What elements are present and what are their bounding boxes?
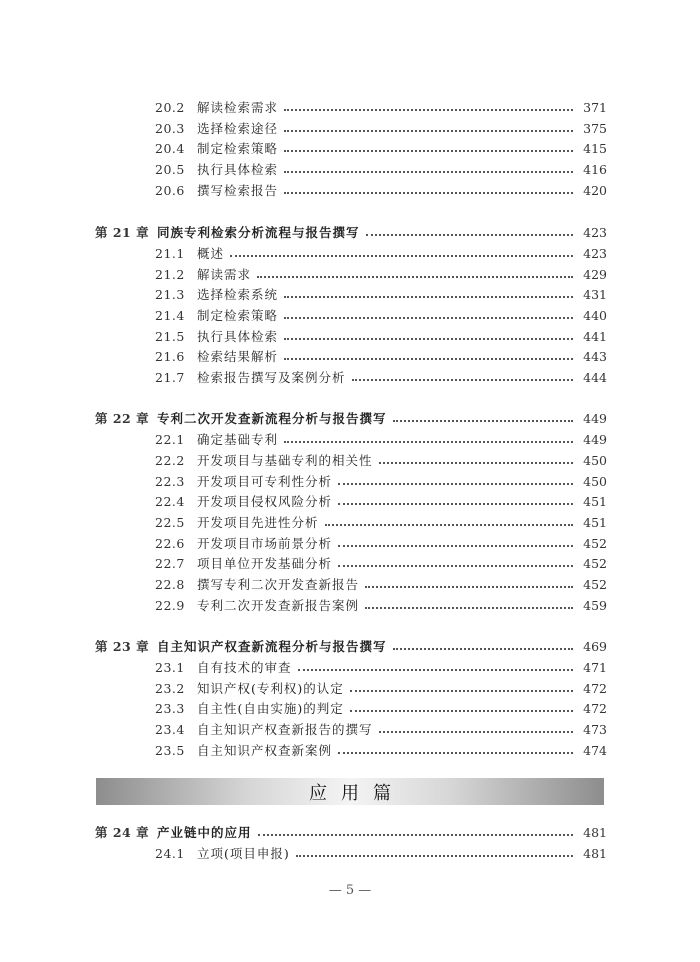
leader-dots — [284, 170, 573, 173]
toc-number: 22.2 — [155, 452, 185, 468]
toc-page-number: 452 — [583, 576, 607, 592]
leader-dots — [298, 668, 573, 671]
toc-page-number: 450 — [583, 452, 607, 468]
toc-number: 第 24 章 — [95, 825, 150, 840]
toc-page-number: 440 — [583, 307, 607, 323]
toc-page-number: 452 — [583, 555, 607, 571]
toc-number: 20.4 — [155, 140, 185, 156]
toc-section-row — [155, 367, 607, 387]
part-banner — [96, 778, 604, 805]
leader-dots — [284, 149, 573, 152]
toc-section-row — [155, 491, 607, 511]
toc-section-row — [155, 284, 607, 304]
toc-section-row — [155, 180, 607, 200]
toc-page-number: 472 — [583, 680, 607, 696]
leader-dots — [338, 482, 573, 485]
toc-number: 20.2 — [155, 99, 185, 115]
toc-number: 21.3 — [155, 286, 185, 302]
toc-number: 20.5 — [155, 161, 185, 177]
toc-section-row — [155, 450, 607, 470]
toc-page-number: 443 — [583, 348, 607, 364]
toc-section-row — [155, 574, 607, 594]
toc-section-row — [155, 553, 607, 573]
toc-number: 21.6 — [155, 348, 185, 364]
toc-title: 专利二次开发查新报告案例 — [197, 598, 360, 613]
toc-page-number: 416 — [583, 161, 607, 177]
toc-number: 24.1 — [155, 845, 185, 861]
toc-title: 撰写专利二次开发查新报告 — [197, 577, 360, 592]
leader-dots — [296, 854, 573, 857]
leader-dots — [393, 647, 573, 650]
toc-section-row — [155, 719, 607, 739]
leader-dots — [338, 751, 573, 754]
leader-dots — [284, 440, 573, 443]
toc-page-number: 371 — [583, 99, 607, 115]
toc-title: 自主知识产权查新案例 — [197, 743, 333, 758]
toc-title: 产业链中的应用 — [157, 825, 252, 840]
toc-number: 23.3 — [155, 700, 185, 716]
toc-chapter-row — [95, 408, 607, 428]
toc-section-row — [155, 243, 607, 263]
toc-page-number: 459 — [583, 597, 607, 613]
toc-section-row — [155, 429, 607, 449]
leader-dots — [284, 108, 573, 111]
toc-number: 22.5 — [155, 514, 185, 530]
leader-dots — [284, 337, 573, 340]
toc-number: 23.4 — [155, 721, 185, 737]
toc-section-row — [155, 138, 607, 158]
toc-title: 选择检索系统 — [197, 287, 279, 302]
toc-title: 自主知识产权查新流程分析与报告撰写 — [157, 639, 387, 654]
toc-section-row — [155, 326, 607, 346]
toc-page-number: 431 — [583, 286, 607, 302]
part-banner-label: 应用篇 — [309, 782, 405, 804]
toc-title: 开发项目先进性分析 — [197, 515, 319, 530]
toc-number: 21.1 — [155, 245, 185, 261]
toc-title: 自主性(自由实施)的判定 — [197, 701, 344, 716]
toc-page-number: 444 — [583, 369, 607, 385]
toc-section-row — [155, 740, 607, 760]
toc-section-row — [155, 346, 607, 366]
toc-number: 第 21 章 — [95, 225, 150, 240]
toc-page-number: 423 — [583, 224, 607, 240]
toc-title: 制定检索策略 — [197, 141, 279, 156]
leader-dots — [393, 419, 573, 422]
toc-title: 开发项目与基础专利的相关性 — [197, 453, 373, 468]
toc-page-number: 481 — [583, 824, 607, 840]
leader-dots — [352, 378, 573, 381]
toc-number: 21.4 — [155, 307, 185, 323]
toc-number: 21.5 — [155, 328, 185, 344]
toc-number: 20.6 — [155, 182, 185, 198]
toc-page-number: 423 — [583, 245, 607, 261]
toc-section-row — [155, 678, 607, 698]
toc-number: 22.7 — [155, 555, 185, 571]
toc-title: 开发项目可专利性分析 — [197, 474, 333, 489]
leader-dots — [350, 709, 573, 712]
toc-page-number: 420 — [583, 182, 607, 198]
toc-section-row — [155, 118, 607, 138]
toc-chapter-row — [95, 636, 607, 656]
toc-title: 检索报告撰写及案例分析 — [197, 370, 346, 385]
leader-dots — [366, 233, 573, 236]
toc-page-number: 451 — [583, 493, 607, 509]
page-number: — 5 — — [328, 883, 372, 898]
toc-title: 概述 — [197, 246, 225, 261]
toc-title: 检索结果解析 — [197, 349, 279, 364]
toc-section-row — [155, 97, 607, 117]
toc-number: 第 22 章 — [95, 411, 150, 426]
leader-dots — [338, 502, 573, 505]
toc-title: 开发项目侵权风险分析 — [197, 494, 333, 509]
toc-section-row — [155, 305, 607, 325]
toc-number: 22.1 — [155, 431, 185, 447]
toc-title: 项目单位开发基础分析 — [197, 556, 333, 571]
toc-number: 23.2 — [155, 680, 185, 696]
toc-number: 23.1 — [155, 659, 185, 675]
toc-number: 22.3 — [155, 473, 185, 489]
toc-number: 23.5 — [155, 742, 185, 758]
toc-section-row — [155, 698, 607, 718]
toc-title: 开发项目市场前景分析 — [197, 536, 333, 551]
toc-title: 执行具体检索 — [197, 162, 279, 177]
leader-dots — [379, 461, 573, 464]
toc-title: 同族专利检索分析流程与报告撰写 — [157, 225, 360, 240]
toc-page-number: 452 — [583, 535, 607, 551]
toc-page-number: 473 — [583, 721, 607, 737]
toc-page-number: 471 — [583, 659, 607, 675]
toc-title: 解读需求 — [197, 267, 252, 282]
toc-section-row — [155, 595, 607, 615]
toc-number: 21.7 — [155, 369, 185, 385]
toc-title: 自主知识产权查新报告的撰写 — [197, 722, 373, 737]
toc-title: 专利二次开发查新流程分析与报告撰写 — [157, 411, 387, 426]
toc-title: 选择检索途径 — [197, 121, 279, 136]
toc-section-row — [155, 471, 607, 491]
toc-section-row — [155, 264, 607, 284]
toc-section-row — [155, 512, 607, 532]
leader-dots — [350, 689, 573, 692]
leader-dots — [284, 129, 573, 132]
toc-number: 20.3 — [155, 120, 185, 136]
toc-page-number: 415 — [583, 140, 607, 156]
toc-number: 22.9 — [155, 597, 185, 613]
toc-page-number: 451 — [583, 514, 607, 530]
toc-title: 自有技术的审查 — [197, 660, 292, 675]
toc-title: 确定基础专利 — [197, 432, 279, 447]
toc-title: 立项(项目申报) — [197, 846, 290, 861]
toc-section-row — [155, 657, 607, 677]
toc-section-row — [155, 533, 607, 553]
toc-page-number: 469 — [583, 638, 607, 654]
leader-dots — [338, 564, 573, 567]
toc-page-number: 429 — [583, 266, 607, 282]
leader-dots — [284, 295, 573, 298]
leader-dots — [284, 357, 573, 360]
leader-dots — [365, 585, 573, 588]
toc-number: 第 23 章 — [95, 639, 150, 654]
leader-dots — [325, 523, 573, 526]
toc-page-number: 449 — [583, 410, 607, 426]
toc-title: 知识产权(专利权)的认定 — [197, 681, 344, 696]
toc-title: 制定检索策略 — [197, 308, 279, 323]
toc-page-number: 474 — [583, 742, 607, 758]
leader-dots — [230, 254, 573, 257]
toc-page-number: 449 — [583, 431, 607, 447]
leader-dots — [338, 544, 573, 547]
toc-section-row — [155, 843, 607, 863]
toc-page-number: 481 — [583, 845, 607, 861]
toc-title: 撰写检索报告 — [197, 183, 279, 198]
toc-number: 21.2 — [155, 266, 185, 282]
toc-page-number: 450 — [583, 473, 607, 489]
leader-dots — [365, 606, 573, 609]
leader-dots — [258, 833, 573, 836]
toc-title: 执行具体检索 — [197, 329, 279, 344]
leader-dots — [284, 191, 573, 194]
toc-page-number: 472 — [583, 700, 607, 716]
toc-number: 22.4 — [155, 493, 185, 509]
toc-number: 22.8 — [155, 576, 185, 592]
toc-chapter-row — [95, 222, 607, 242]
leader-dots — [379, 730, 573, 733]
leader-dots — [284, 316, 573, 319]
toc-number: 22.6 — [155, 535, 185, 551]
toc-section-row — [155, 159, 607, 179]
leader-dots — [257, 275, 573, 278]
toc-page-number: 375 — [583, 120, 607, 136]
toc-chapter-row — [95, 822, 607, 842]
toc-title: 解读检索需求 — [197, 100, 279, 115]
toc-page-number: 441 — [583, 328, 607, 344]
